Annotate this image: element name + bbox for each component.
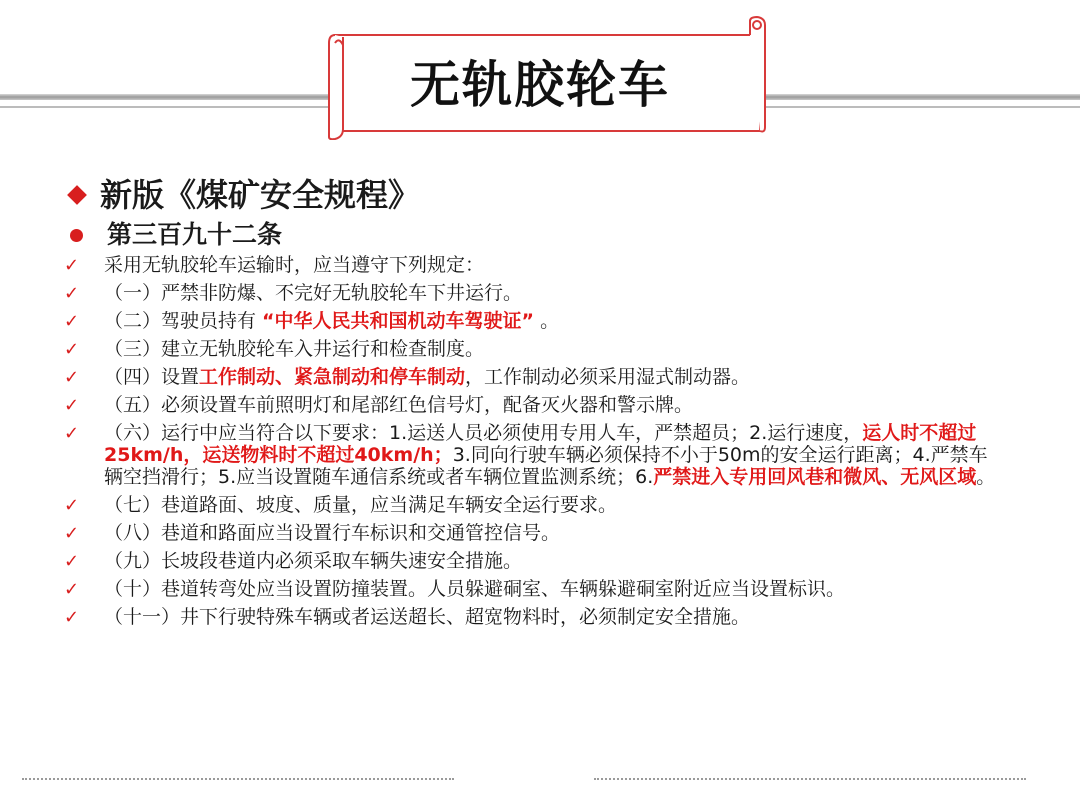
subheading-text: 第三百九十二条 <box>107 220 283 249</box>
item-text: （八）巷道和路面应当设置行车标识和交通管控信号。 <box>104 522 561 544</box>
check-icon: ✓ <box>64 395 80 416</box>
check-icon: ✓ <box>64 339 80 360</box>
check-icon: ✓ <box>64 367 80 388</box>
list-item <box>64 310 1004 332</box>
diamond-bullet-icon <box>67 185 87 205</box>
list-item <box>64 254 1004 276</box>
list-item <box>64 578 1004 600</box>
item-highlight: 严禁进入专用回风巷和微风、无风区域 <box>653 466 977 488</box>
heading-text: 新版《煤矿安全规程》 <box>100 176 421 214</box>
slide-content <box>64 172 1014 634</box>
list-item <box>64 282 1004 304</box>
item-text: （四）设置 <box>104 366 200 388</box>
dot-bullet-icon <box>70 229 83 242</box>
check-icon: ✓ <box>64 579 80 600</box>
article-heading <box>64 218 1014 252</box>
slide-title: 无轨胶轮车 <box>410 56 670 114</box>
list-item <box>64 606 1004 628</box>
item-text: ，工作制动必须采用湿式制动器。 <box>465 366 751 388</box>
check-icon: ✓ <box>64 423 80 444</box>
item-text: （十）巷道转弯处应当设置防撞装置。人员躲避硐室、车辆躲避硐室附近应当设置标识。 <box>104 578 846 600</box>
footer-divider-right <box>594 778 1026 780</box>
check-icon: ✓ <box>64 311 80 332</box>
item-highlight: 工作制动、紧急制动和停车制动 <box>199 366 466 388</box>
item-text: （六）运行中应当符合以下要求：1.运送人员必须使用专用人车，严禁超员；2.运行速度， <box>104 422 863 444</box>
item-text: 采用无轨胶轮车运输时，应当遵守下列规定： <box>104 254 485 276</box>
list-item <box>64 550 1004 572</box>
check-icon: ✓ <box>64 551 80 572</box>
item-text: （一）严禁非防爆、不完好无轨胶轮车下井运行。 <box>104 282 523 304</box>
list-item <box>64 394 1004 416</box>
list-item <box>64 338 1004 360</box>
item-text: 3.同向行驶车辆必须保持不小于50m的安全运行距离；4.严禁车辆空挡滑行；5.应当设置随车通信系统或者车辆位置监测系统；6. <box>104 444 988 488</box>
item-text: （三）建立无轨胶轮车入井运行和检查制度。 <box>104 338 485 360</box>
item-text: （七）巷道路面、坡度、质量，应当满足车辆安全运行要求。 <box>104 494 618 516</box>
item-text: （九）长坡段巷道内必须采取车辆失速安全措施。 <box>104 550 523 572</box>
item-text: 。 <box>534 310 560 332</box>
check-icon: ✓ <box>64 495 80 516</box>
check-icon: ✓ <box>64 523 80 544</box>
item-text: （二）驾驶员持有 <box>104 310 263 332</box>
item-text: （五）必须设置车前照明灯和尾部红色信号灯，配备灭火器和警示牌。 <box>104 394 694 416</box>
check-icon: ✓ <box>64 607 80 628</box>
check-icon: ✓ <box>64 283 80 304</box>
list-item <box>64 494 1004 516</box>
section-heading <box>64 172 1014 218</box>
item-text: 。 <box>976 466 996 488</box>
item-text: （十一）井下行驶特殊车辆或者运送超长、超宽物料时，必须制定安全措施。 <box>104 606 751 628</box>
footer-divider-left <box>22 778 454 780</box>
list-item <box>64 522 1004 544</box>
item-highlight: “中华人民共和国机动车驾驶证” <box>262 310 535 332</box>
list-item <box>64 422 1004 488</box>
list-item <box>64 366 1004 388</box>
check-icon: ✓ <box>64 255 80 276</box>
item-highlight: 运人时不超过25km/h，运送物料时不超过40km/h； <box>104 422 977 466</box>
